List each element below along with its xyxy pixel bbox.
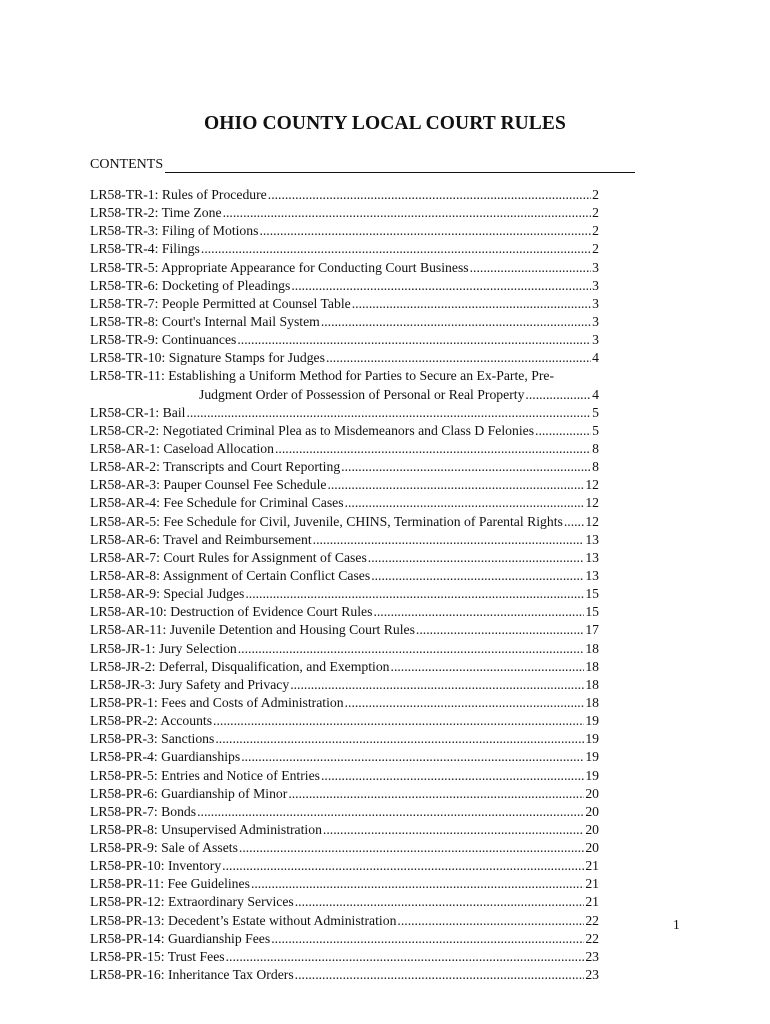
toc-entry-title: LR58-PR-10: Inventory [90,858,222,874]
toc-dot-leader [397,912,584,930]
toc-entry-page: 4 [592,386,599,402]
toc-dot-leader [239,839,584,857]
toc-dot-leader [352,295,591,313]
toc-dot-leader [245,585,584,603]
toc-entry-page: 21 [585,858,599,874]
toc-entry-title: LR58-PR-16: Inheritance Tax Orders [90,967,294,983]
toc-dot-leader [186,404,591,422]
toc-dot-leader [321,767,584,785]
toc-dot-leader [291,277,591,295]
toc-dot-leader [564,513,584,531]
toc-entry-page: 8 [592,459,599,475]
page-title: OHIO COUNTY LOCAL COURT RULES [204,113,566,134]
toc-entry-title: LR58-PR-15: Trust Fees [90,948,225,964]
toc-entry[interactable] [90,386,599,404]
toc-entry[interactable] [90,893,599,911]
toc-entry-page: 3 [592,313,599,329]
toc-entry-page: 17 [585,622,599,638]
toc-entry-page: 5 [592,404,599,420]
toc-entry-title: LR58-PR-14: Guardianship Fees [90,930,271,946]
toc-entry[interactable] [90,277,599,295]
toc-dot-leader [268,186,591,204]
toc-entry-title: LR58-AR-11: Juvenile Detention and Housing Court Rules [90,622,415,638]
toc-entry[interactable] [90,440,599,458]
toc-entry-title: LR58-AR-8: Assignment of Certain Conflict Cases [90,567,371,583]
toc-dot-leader [323,821,584,839]
toc-dot-leader [215,730,584,748]
toc-entry-title: LR58-TR-8: Court's Internal Mail System [90,313,320,329]
toc-entry[interactable] [90,621,599,639]
toc-entry[interactable] [90,513,599,531]
toc-entry-title: LR58-TR-6: Docketing of Pleadings [90,277,291,293]
toc-dot-leader [213,712,584,730]
toc-entry[interactable] [90,186,599,204]
toc-dot-leader [525,386,591,404]
toc-dot-leader [373,603,584,621]
toc-dot-leader [295,966,585,984]
toc-entry-title: LR58-AR-10: Destruction of Evidence Court Rules [90,604,373,620]
toc-dot-leader [326,349,591,367]
page-number: 1 [673,917,680,932]
toc-entry[interactable] [90,259,599,277]
toc-entry-page: 13 [585,531,599,547]
toc-entry-page: 12 [585,513,599,529]
toc-entry[interactable] [90,712,599,730]
toc-entry-page: 2 [592,205,599,221]
toc-entry[interactable] [90,458,599,476]
toc-dot-leader [197,803,584,821]
contents-heading [90,155,635,173]
toc-entry-page: 22 [585,930,599,946]
toc-entry-title: LR58-AR-3: Pauper Counsel Fee Schedule [90,477,327,493]
toc-entry[interactable] [90,404,599,422]
toc-entry[interactable] [90,422,599,440]
toc-entry-page: 18 [585,658,599,674]
toc-dot-leader [295,893,585,911]
toc-entry-page: 22 [585,912,599,928]
toc-entry[interactable] [90,494,599,512]
toc-entry[interactable] [90,912,599,930]
toc-entry-title: LR58-AR-9: Special Judges [90,586,245,602]
toc-dot-leader [371,567,584,585]
toc-entry-title: LR58-PR-5: Entries and Notice of Entries [90,767,320,783]
toc-dot-leader [275,440,591,458]
toc-entry-title: LR58-PR-8: Unsupervised Administration [90,821,322,837]
toc-entry-title: LR58-AR-6: Travel and Reimbursement [90,531,312,547]
toc-entry-page: 3 [592,277,599,293]
toc-entry[interactable] [90,857,599,875]
toc-entry-page: 19 [585,749,599,765]
toc-entry-page: 18 [585,694,599,710]
toc-entry-page: 5 [592,422,599,438]
toc-entry-title: LR58-PR-1: Fees and Costs of Administration [90,694,344,710]
toc-entry-title: LR58-PR-3: Sanctions [90,731,215,747]
toc-entry[interactable] [90,240,599,258]
toc-entry[interactable] [90,785,599,803]
toc-entry[interactable] [90,640,599,658]
toc-entry-title: LR58-PR-7: Bonds [90,803,197,819]
toc-entry-page: 12 [585,495,599,511]
toc-dot-leader [345,694,585,712]
toc-entry-title: Judgment Order of Possession of Personal or Real Property [199,386,525,402]
toc-entry-page: 15 [585,604,599,620]
toc-entry-page: 20 [585,803,599,819]
toc-entry-title: LR58-TR-9: Continuances [90,332,237,348]
toc-entry-page: 20 [585,785,599,801]
toc-dot-leader [223,204,592,222]
toc-entry[interactable] [90,730,599,748]
toc-entry[interactable] [90,349,599,367]
toc-entry[interactable] [90,875,599,893]
toc-entry-page: 4 [592,350,599,366]
toc-entry[interactable] [90,367,599,385]
toc-dot-leader [416,621,584,639]
toc-entry[interactable] [90,676,599,694]
toc-entry-page: 3 [592,295,599,311]
toc-entry-title: LR58-TR-11: Establishing a Uniform Method for Parties to Secure an Ex-Parte, Pre- [90,368,555,384]
toc-dot-leader [241,748,584,766]
toc-entry[interactable] [90,748,599,766]
toc-entry-page: 12 [585,477,599,493]
toc-entry[interactable] [90,585,599,603]
toc-dot-leader [535,422,591,440]
toc-dot-leader [290,676,584,694]
toc-entry-page: 8 [592,440,599,456]
toc-entry-title: LR58-PR-2: Accounts [90,713,213,729]
toc-entry[interactable] [90,476,599,494]
toc-entry-title: LR58-CR-1: Bail [90,404,186,420]
toc-entry-title: LR58-PR-9: Sale of Assets [90,840,238,856]
toc-entry[interactable] [90,948,599,966]
toc-entry-page: 23 [585,967,599,983]
toc-entry-title: LR58-AR-7: Court Rules for Assignment of Cases [90,549,367,565]
table-of-contents [90,186,599,984]
toc-entry-title: LR58-TR-7: People Permitted at Counsel Table [90,295,351,311]
toc-entry-title: LR58-AR-5: Fee Schedule for Civil, Juvenile, CHINS, Termination of Parental Rights [90,513,563,529]
toc-entry-page: 13 [585,567,599,583]
toc-entry-title: LR58-TR-5: Appropriate Appearance for Conducting Court Business [90,259,469,275]
toc-entry[interactable] [90,313,599,331]
toc-entry-title: LR58-PR-4: Guardianships [90,749,241,765]
toc-dot-leader [201,240,591,258]
toc-entry-title: LR58-TR-4: Filings [90,241,200,257]
toc-entry-title: LR58-PR-6: Guardianship of Minor [90,785,288,801]
toc-dot-leader [345,494,585,512]
toc-entry[interactable] [90,930,599,948]
toc-dot-leader [368,549,585,567]
toc-entry-page: 20 [585,821,599,837]
toc-entry-page: 15 [585,586,599,602]
toc-entry-title: LR58-JR-1: Jury Selection [90,640,237,656]
toc-entry[interactable] [90,658,599,676]
toc-dot-leader [313,531,585,549]
toc-dot-leader [251,875,584,893]
toc-entry[interactable] [90,295,599,313]
toc-dot-leader [222,857,584,875]
toc-dot-leader [226,948,585,966]
toc-entry-page: 19 [585,767,599,783]
toc-entry-title: LR58-PR-12: Extraordinary Services [90,894,294,910]
toc-entry-page: 19 [585,731,599,747]
toc-entry-page: 20 [585,840,599,856]
toc-dot-leader [391,658,585,676]
toc-entry-title: LR58-PR-11: Fee Guidelines [90,876,250,892]
toc-entry[interactable] [90,767,599,785]
toc-entry-page: 21 [585,894,599,910]
toc-entry-page: 3 [592,332,599,348]
toc-entry-page: 18 [585,676,599,692]
toc-entry-title: LR58-AR-1: Caseload Allocation [90,440,274,456]
toc-entry[interactable] [90,821,599,839]
toc-entry-title: LR58-TR-3: Filing of Motions [90,223,259,239]
toc-entry[interactable] [90,803,599,821]
toc-entry-page: 13 [585,549,599,565]
toc-dot-leader [271,930,584,948]
toc-entry[interactable] [90,222,599,240]
toc-entry-title: LR58-PR-13: Decedent’s Estate without Administration [90,912,397,928]
toc-dot-leader [341,458,591,476]
contents-label: CONTENTS [90,157,164,172]
toc-entry-page: 19 [585,713,599,729]
toc-entry-title: LR58-JR-3: Jury Safety and Privacy [90,676,290,692]
toc-entry[interactable] [90,549,599,567]
toc-dot-leader [238,640,585,658]
contents-underline [165,172,635,173]
toc-entry-title: LR58-TR-1: Rules of Procedure [90,187,267,202]
toc-entry[interactable] [90,603,599,621]
toc-entry-title: LR58-TR-2: Time Zone [90,205,222,221]
toc-entry[interactable] [90,966,599,984]
toc-dot-leader [470,259,592,277]
toc-entry-title: LR58-TR-10: Signature Stamps for Judges [90,350,325,366]
toc-entry[interactable] [90,331,599,349]
toc-entry-title: LR58-JR-2: Deferral, Disqualification, and Exemption [90,658,390,674]
toc-dot-leader [288,785,584,803]
toc-entry-page: 23 [585,948,599,964]
toc-entry-title: LR58-AR-4: Fee Schedule for Criminal Cases [90,495,344,511]
toc-dot-leader [237,331,591,349]
toc-entry-page: 2 [592,241,599,257]
toc-entry[interactable] [90,204,599,222]
toc-entry[interactable] [90,694,599,712]
toc-entry-page: 3 [592,259,599,275]
toc-entry[interactable] [90,531,599,549]
toc-entry-page: 21 [585,876,599,892]
toc-entry-page: 2 [592,223,599,239]
toc-entry[interactable] [90,567,599,585]
toc-entry-title: LR58-CR-2: Negotiated Criminal Plea as to Misdemeanors and Class D Felonies [90,422,535,438]
toc-entry-title: LR58-AR-2: Transcripts and Court Reporting [90,459,341,475]
toc-entry-page: 2 [592,187,599,202]
toc-dot-leader [321,313,591,331]
toc-entry-page: 18 [585,640,599,656]
toc-entry[interactable] [90,839,599,857]
toc-dot-leader [327,476,584,494]
toc-dot-leader [259,222,591,240]
